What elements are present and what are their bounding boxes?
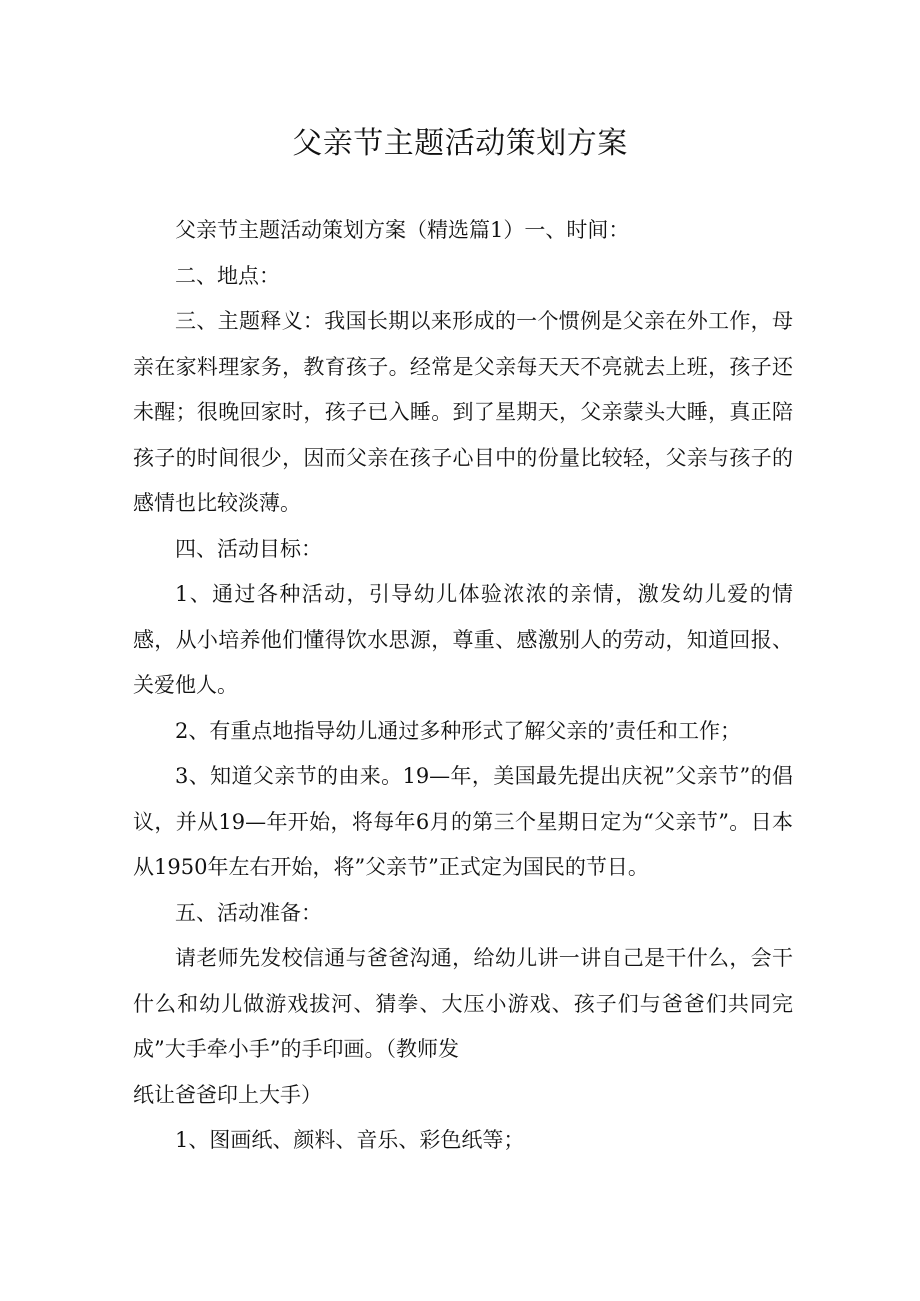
paragraph-goal-2: 2、有重点地指导幼儿通过多种形式了解父亲的’责任和工作； (175, 718, 742, 743)
document-title: 父亲节主题活动策划方案 (292, 126, 628, 161)
document-body (133, 208, 793, 1164)
paragraph-materials-1: 1、图画纸、颜料、音乐、彩色纸等； (175, 1128, 525, 1152)
paragraph-preparation-continued: 纸让爸爸印上大手） (133, 1082, 322, 1107)
paragraph-location: 二、地点： (175, 263, 280, 288)
paragraph-theme-meaning: 三、主题释义：我国长期以来形成的一个惯例是父亲在外工作，母亲在家料理家务，教育孩子。经常是父亲每天天不亮就去上班，孩子还未醒；很晚回家时，孩子已入睡。到了星期天，父亲蒙头大睡，真正陪孩子的时间很少，因而父亲在孩子心目中的份量比较轻，父亲与孩子的感情也比较淡薄。 (133, 309, 793, 515)
paragraph-preparation-text: 请老师先发校信通与爸爸沟通，给幼儿讲一讲自己是干什么，会干什么和幼儿做游戏拔河、猜拳、大压小游戏、孩子们与爸爸们共同完成”大手牵小手”的手印画。（教师发 (133, 946, 793, 1061)
paragraph-goal-3: 3、知道父亲节的由来。19—年，美国最先提出庆祝”父亲节”的倡议，并从19—年开始，将每年6月的第三个星期日定为“父亲节”。日本从1950年左右开始，将”父亲节”正式定为国民的节日。 (133, 764, 793, 879)
paragraph-preparation-heading: 五、活动准备： (175, 900, 322, 925)
paragraph-time: 父亲节主题活动策划方案（精选篇1）一、时间： (175, 218, 630, 242)
paragraph-goal-1: 1、通过各种活动，引导幼儿体验浓浓的亲情，激发幼儿爱的情感，从小培养他们懂得饮水思源，尊重、感激别人的劳动，知道回报、关爱他人。 (133, 582, 793, 697)
paragraph-goals-heading: 四、活动目标： (175, 536, 322, 561)
